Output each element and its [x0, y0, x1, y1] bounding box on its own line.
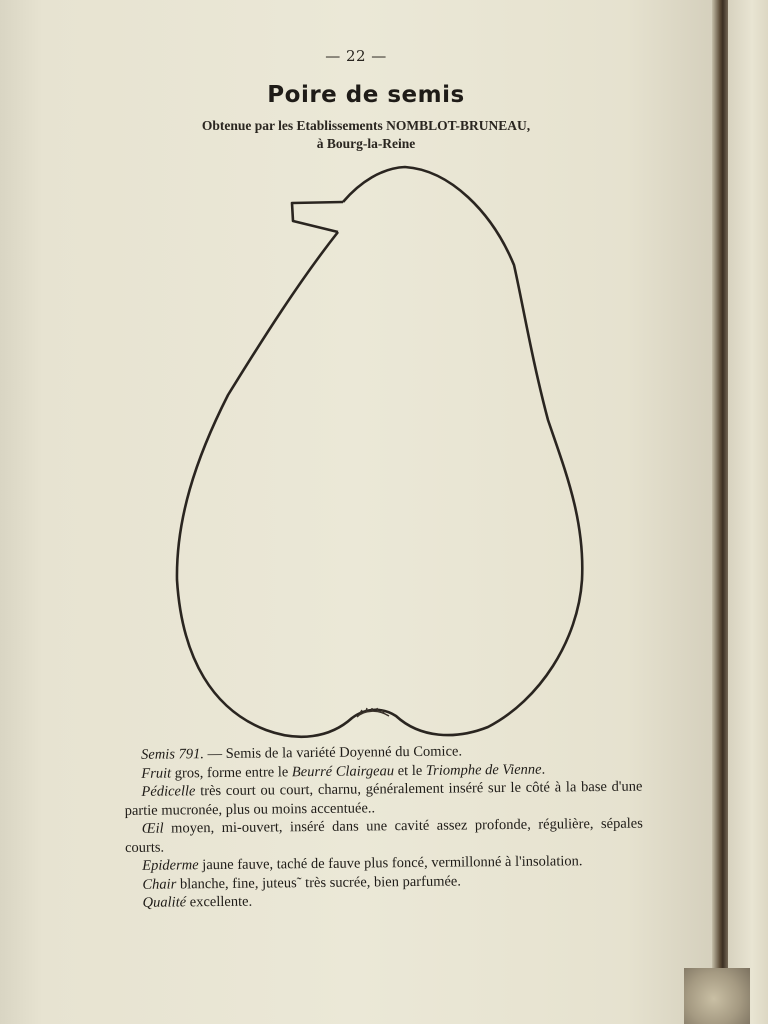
corner-thumbnail-mark [684, 968, 750, 1024]
label-chair: Chair [142, 875, 177, 893]
page-number: — 22 — [325, 47, 387, 65]
desc-pedicelle: Pédicelle très court ou court, charnu, généralement inséré sur le côté à la base d'une partie mucronée, plus ou moins accentuée.. [124, 778, 643, 819]
pear-outline [177, 167, 582, 737]
desc-epiderme: Epiderme jaune fauve, taché de fauve plus foncé, vermillonné à l'insolation. [142, 853, 583, 874]
desc-oeil: Œil moyen, mi-ouvert, inséré dans une cavité assez profonde, régulière, sépales courts. [124, 815, 643, 856]
label-epiderme: Epiderme [142, 857, 199, 874]
label-qualite: Qualité [142, 894, 187, 911]
label-fruit: Fruit [141, 765, 172, 782]
subtitle-line-1: Obtenue par les Etablissements NOMBLOT-BRUNEAU, [201, 118, 531, 133]
desc-qualite: Qualité excellente. [142, 893, 253, 911]
desc-fruit: Fruit gros, forme entre le Beurré Clairgeau et le Triomphe de Vienne. [141, 761, 546, 782]
label-oeil: Œil [141, 820, 164, 837]
desc-chair: Chair blanche, fine, juteus˜ très sucrée, bien parfumée. [142, 872, 462, 893]
pear-stalk [292, 202, 343, 232]
label-pedicelle: Pédicelle [141, 783, 196, 800]
page-title: Poire de semis [267, 82, 465, 108]
label-semis: Semis 791. [141, 746, 205, 763]
desc-semis: Semis 791. — Semis de la variété Doyenné du Comice. [141, 743, 463, 763]
pear-description [124, 741, 644, 913]
subtitle-line-2: à Bourg-la-Reine [316, 136, 416, 151]
